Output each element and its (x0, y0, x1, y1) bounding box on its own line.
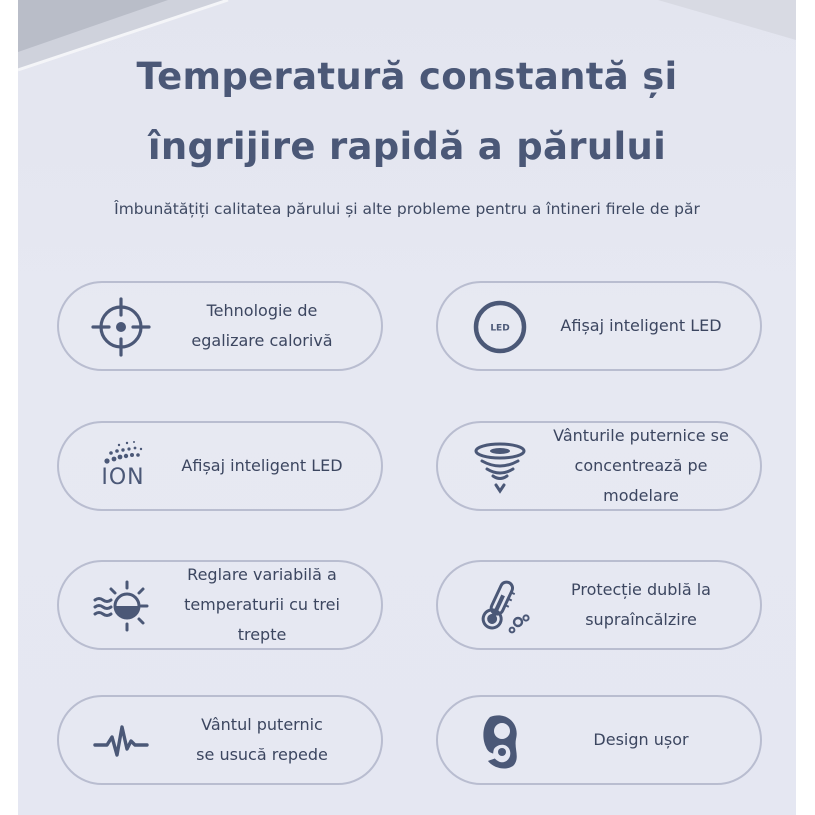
feature-label-line-1: Design ușor (593, 730, 689, 749)
feature-label-line-1: Reglare variabilă a (187, 565, 337, 584)
feature-label-line-1: Afișaj inteligent LED (181, 456, 343, 475)
sun-temperature-icon (89, 574, 153, 638)
page-title-line-1: Temperatură constantă și (136, 55, 678, 98)
page-subtitle: Îmbunătățiți calitatea părului și alte probleme pentru a întineri firele de păr (114, 200, 700, 218)
feature-label-line-1: Tehnologie de (206, 301, 318, 320)
feature-pill-light-design (436, 695, 762, 785)
mother-child-icon (468, 709, 532, 773)
page-title-line-2: îngrijire rapidă a părului (147, 125, 667, 168)
feature-label-line-2: supraîncălzire (585, 610, 697, 629)
thermometer-icon (468, 574, 532, 638)
feature-label-line-2: temperaturii cu trei trepte (184, 595, 340, 644)
feature-label-line-2: concentrează pe modelare (574, 456, 708, 505)
feature-pill-temperature-levels (57, 560, 383, 650)
ion-icon-text: ION (101, 465, 145, 490)
feature-pill-strong-wind (436, 421, 762, 511)
ion-icon (89, 435, 153, 499)
feature-label-line-1: Protecție dublă la (571, 580, 711, 599)
led-icon-text: LED (490, 323, 510, 334)
led-display-icon (468, 295, 532, 359)
feature-pill-heat-equalization (57, 281, 383, 371)
heartbeat-icon (89, 709, 153, 773)
feature-label-line-2: se usucă repede (196, 745, 328, 764)
tornado-icon (468, 435, 532, 499)
feature-panel (18, 0, 796, 815)
feature-label-line-2: egalizare calorivă (191, 331, 333, 350)
feature-label-line-1: Vântul puternic (201, 715, 323, 734)
feature-pill-ion (57, 421, 383, 511)
feature-label-line-1: Afișaj inteligent LED (560, 316, 722, 335)
feature-pill-fast-drying (57, 695, 383, 785)
feature-pill-led-display (436, 281, 762, 371)
feature-pill-overheat-protection (436, 560, 762, 650)
feature-label-line-1: Vânturile puternice se (553, 426, 729, 445)
crosshair-icon (89, 295, 153, 359)
